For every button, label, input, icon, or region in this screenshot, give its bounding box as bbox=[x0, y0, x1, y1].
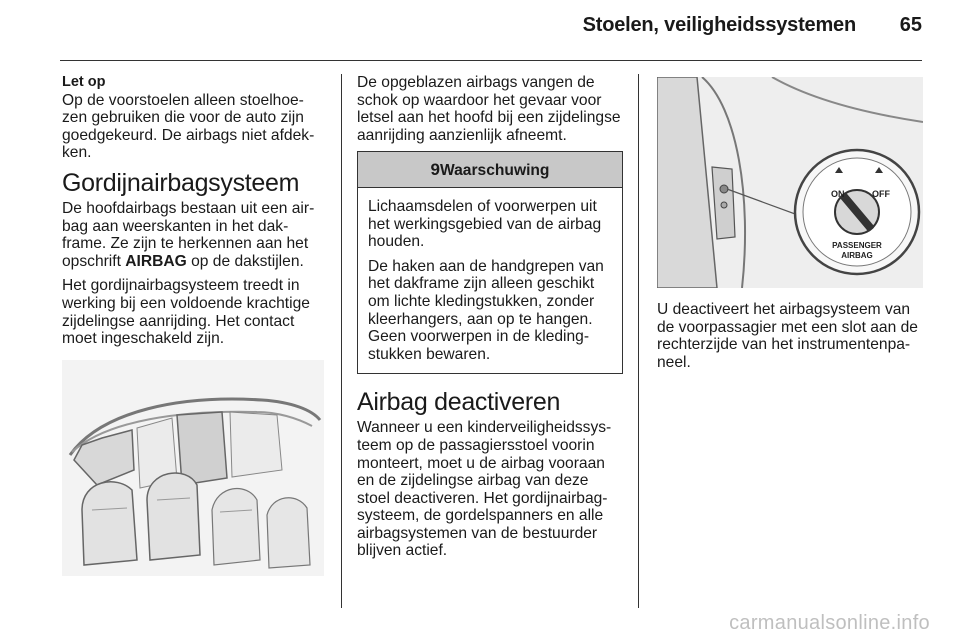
switch-label-line2: AIRBAG bbox=[841, 251, 873, 260]
warning-box bbox=[357, 151, 623, 374]
paragraph: U deactiveert het airbagsysteem van de voorpassagier met een slot aan de rechterzijde van het instrumentenpa-neel. bbox=[657, 301, 918, 371]
airbag-key-switch-illustration bbox=[657, 77, 923, 288]
page-header-title: Stoelen, veiligheidssystemen bbox=[582, 14, 856, 36]
column-1 bbox=[62, 74, 324, 355]
airbag-label: AIRBAG bbox=[125, 252, 187, 270]
paragraph: Het gordijnairbagsysteem treedt in werking bij een voldoende krachtige zijdelingse aanrijding. Het contact moet ingeschakeld zijn. bbox=[62, 277, 310, 348]
warning-body bbox=[358, 188, 622, 373]
warning-text: De haken aan de handgrepen van het dakframe zijn alleen geschikt om lichte kledingstukken, zonder kleerhangers, aan op te hangen. Geen voorwerpen in de kleding-stukken bewaren. bbox=[368, 257, 604, 363]
switch-on-label: ON bbox=[831, 189, 845, 199]
page-number: 65 bbox=[899, 14, 922, 36]
paragraph-text: op de dakstijlen. bbox=[186, 252, 304, 270]
warning-title: Waarschuwing bbox=[440, 162, 550, 180]
note-text: Op de voorstoelen alleen stoelhoe-zen gebruiken die voor de auto zijn goedgekeurd. De airbags niet afdek-ken. bbox=[62, 91, 315, 162]
paragraph: Wanneer u een kinderveiligheidssys-teem op de passagiersstoel voorin monteert, moet u de airbag vooraan en de zijdelingse airbag van deze stoel deactiveren. Het gordijnairbag-systeem, de gordelspanners en alle airbagsystemen van de bestuurder blijven actief. bbox=[357, 419, 612, 560]
warning-header bbox=[358, 152, 622, 188]
paragraph-text: De hoofdairbags bestaan uit een air-bag aan weerskanten in het dak-frame. Ze zijn te herkennen aan het opschrift bbox=[62, 199, 315, 270]
section-heading-airbag-deactiveren: Airbag deactiveren bbox=[357, 388, 561, 417]
column-3 bbox=[657, 301, 923, 378]
column-2 bbox=[357, 74, 623, 567]
switch-off-label: OFF bbox=[872, 189, 890, 199]
switch-label-line1: PASSENGER bbox=[832, 241, 882, 250]
note-label: Let op bbox=[62, 74, 106, 90]
curtain-airbag-illustration bbox=[62, 360, 324, 576]
column-divider bbox=[638, 74, 639, 608]
paragraph bbox=[62, 200, 324, 270]
section-heading-gordijnairbag: Gordijnairbagsysteem bbox=[62, 168, 300, 197]
column-divider bbox=[341, 74, 342, 608]
header-divider bbox=[60, 60, 922, 61]
paragraph: De opgeblazen airbags vangen de schok op waardoor het gevaar voor letsel aan het hoofd bij een zijdelingse aanrijding aanzienlijk afneemt. bbox=[357, 74, 621, 144]
watermark: carmanualsonline.info bbox=[729, 612, 930, 634]
warning-icon: 9 bbox=[430, 160, 440, 180]
warning-text: Lichaamsdelen of voorwerpen uit het werkingsgebied van de airbag houden. bbox=[368, 197, 602, 251]
